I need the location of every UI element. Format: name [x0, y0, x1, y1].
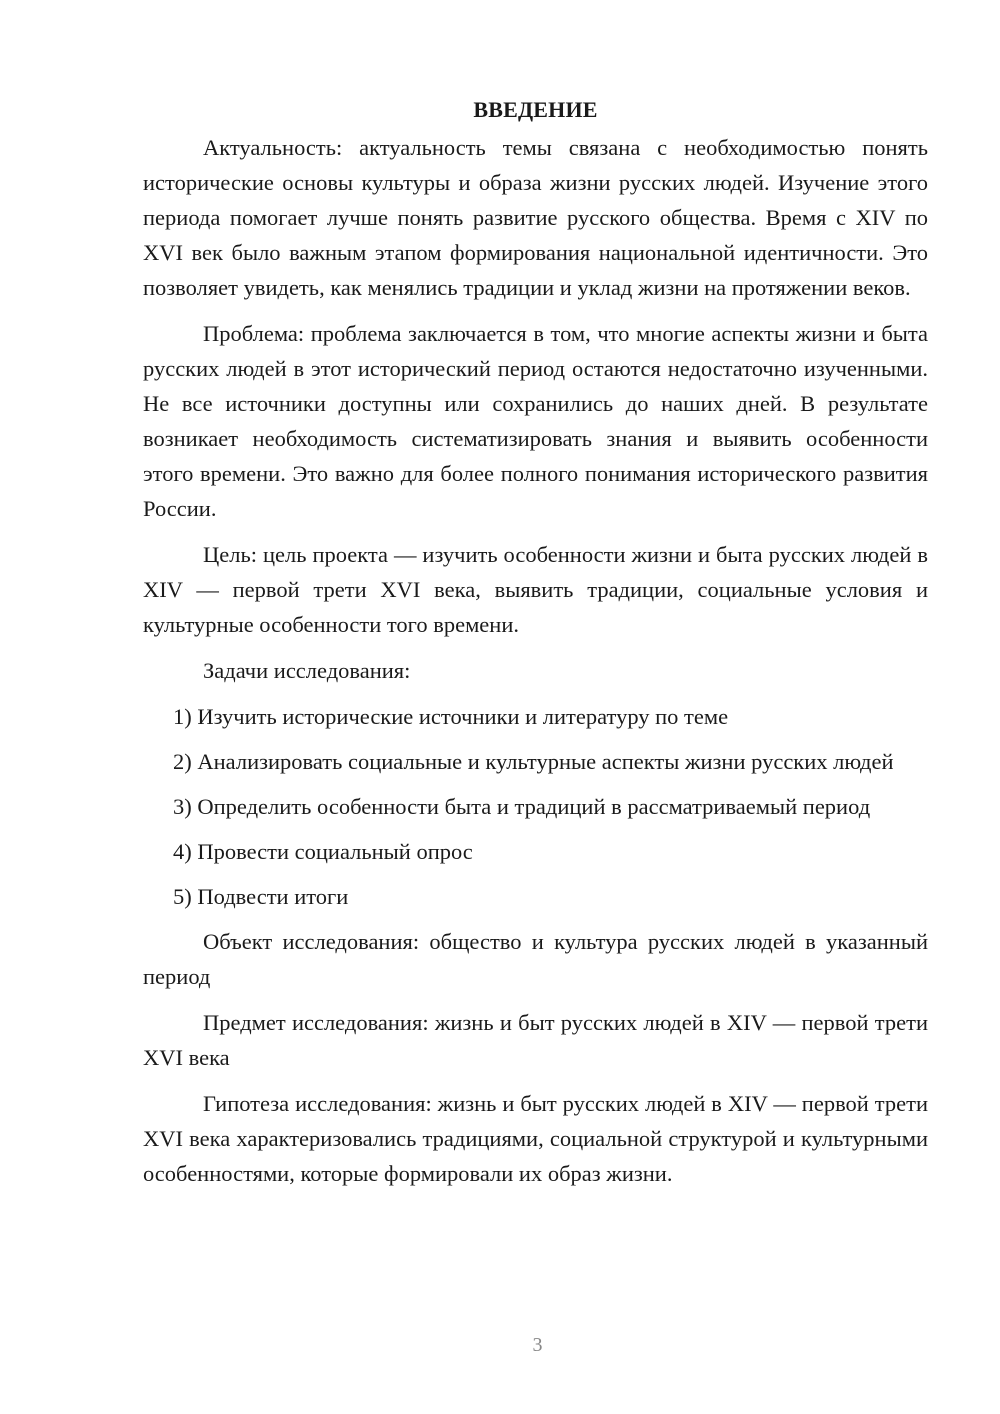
page-number: 3 [532, 1334, 543, 1356]
page-title: ВВЕДЕНИЕ [473, 97, 598, 122]
task-item-5: 5) Подвести итоги [173, 884, 349, 909]
task-item-2: 2) Анализировать социальные и культурные аспекты жизни русских людей [173, 749, 894, 774]
tasks-heading: Задачи исследования: [203, 658, 411, 683]
hypothesis-paragraph: Гипотеза исследования: жизнь и быт русских людей в XIV — первой трети XVI века характеризовались традициями, социальной структурой и культурными особенностями, которые формировали их образ жизни. [143, 1091, 928, 1186]
goal-paragraph: Цель: цель проекта — изучить особенности жизни и быта русских людей в XIV — первой трети XVI века, выявить традиции, социальные условия и культурные особенности того времени. [143, 542, 928, 637]
task-item-4: 4) Провести социальный опрос [173, 839, 473, 864]
subject-paragraph: Предмет исследования: жизнь и быт русских людей в XIV — первой трети XVI века [143, 1010, 928, 1070]
task-item-3: 3) Определить особенности быта и традиций в рассматриваемый период [173, 794, 871, 819]
problem-paragraph: Проблема: проблема заключается в том, что многие аспекты жизни и быта русских людей в этот исторический период остаются недостаточно изученными. Не все источники доступны или сохранились до наших дней. В результате возникает необходимость систематизировать знания и выявить особенности этого времени. Это важно для более полного понимания исторического развития России. [143, 321, 928, 521]
object-paragraph: Объект исследования: общество и культура русских людей в указанный период [143, 929, 928, 989]
task-item-1: 1) Изучить исторические источники и литературу по теме [173, 704, 729, 729]
relevance-paragraph: Актуальность: актуальность темы связана с необходимостью понять исторические основы культуры и образа жизни русских людей. Изучение этого периода помогает лучше понять развитие русского общества. Время с XIV по XVI век было важным этапом формирования национальной идентичности. Это позволяет увидеть, как менялись традиции и уклад жизни на протяжении веков. [143, 135, 928, 300]
document-body [143, 92, 928, 1202]
